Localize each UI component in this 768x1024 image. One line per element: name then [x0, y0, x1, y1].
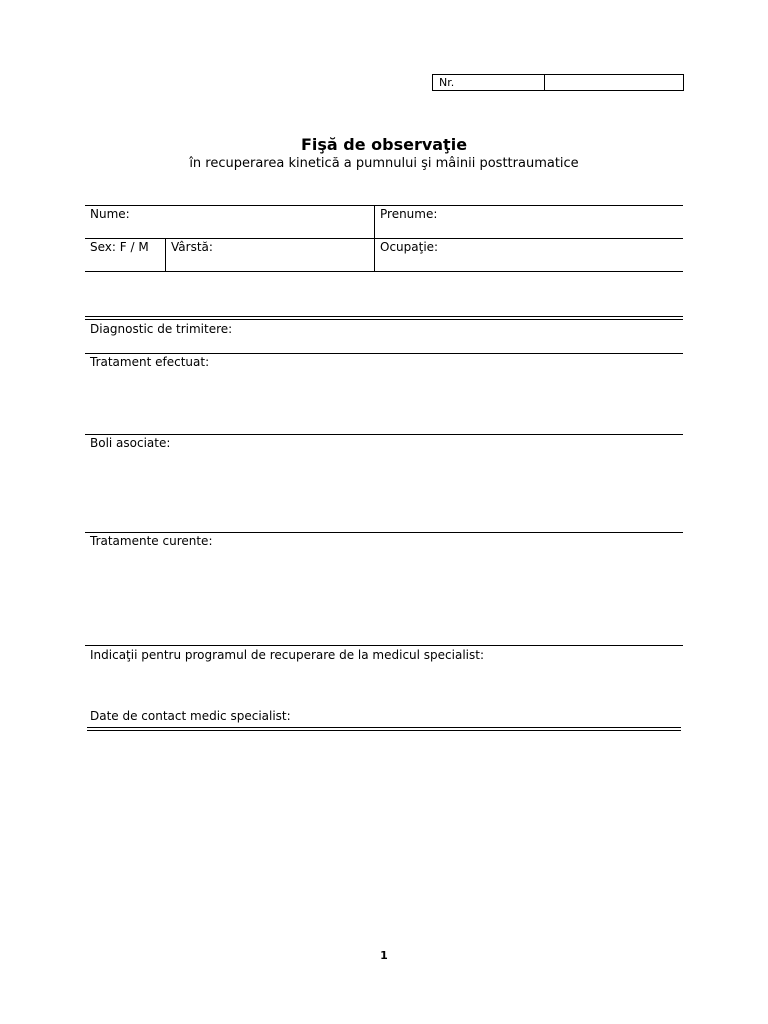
field-prenume[interactable]: Prenume:: [380, 207, 438, 221]
divider-diagnostic: [85, 353, 683, 354]
table-bottom-border: [85, 271, 683, 272]
divider-tratamente-curente: [85, 645, 683, 646]
page-title: Fişă de observaţie: [300, 135, 468, 154]
field-sex[interactable]: Sex: F / M: [90, 240, 149, 254]
field-boli-asociate[interactable]: Boli asociate:: [90, 436, 171, 450]
field-ocupatie[interactable]: Ocupaţie:: [380, 240, 439, 254]
field-varsta[interactable]: Vârstă:: [171, 240, 213, 254]
page-number: 1: [380, 949, 388, 962]
page-subtitle: în recuperarea kinetică a pumnului şi mâinii posttraumatice: [189, 156, 579, 171]
nr-box: [432, 74, 684, 91]
field-tratament-efectuat[interactable]: Tratament efectuat:: [90, 355, 210, 369]
double-divider-top: [85, 316, 683, 320]
table-top-border: [85, 205, 683, 206]
nr-label: Nr.: [433, 75, 545, 90]
table-middle-border: [85, 238, 683, 239]
field-diagnostic[interactable]: Diagnostic de trimitere:: [90, 322, 233, 336]
nr-value-field[interactable]: [545, 75, 683, 90]
field-tratamente-curente[interactable]: Tratamente curente:: [90, 534, 213, 548]
field-nume[interactable]: Nume:: [90, 207, 130, 221]
table-column-divider: [374, 205, 375, 272]
field-date-contact[interactable]: Date de contact medic specialist:: [90, 709, 291, 723]
table-sex-divider: [165, 238, 166, 272]
field-indicatii[interactable]: Indicaţii pentru programul de recuperare de la medicul specialist:: [90, 648, 484, 662]
divider-boli: [85, 532, 683, 533]
divider-tratament: [85, 434, 683, 435]
double-divider-bottom: [87, 727, 681, 731]
